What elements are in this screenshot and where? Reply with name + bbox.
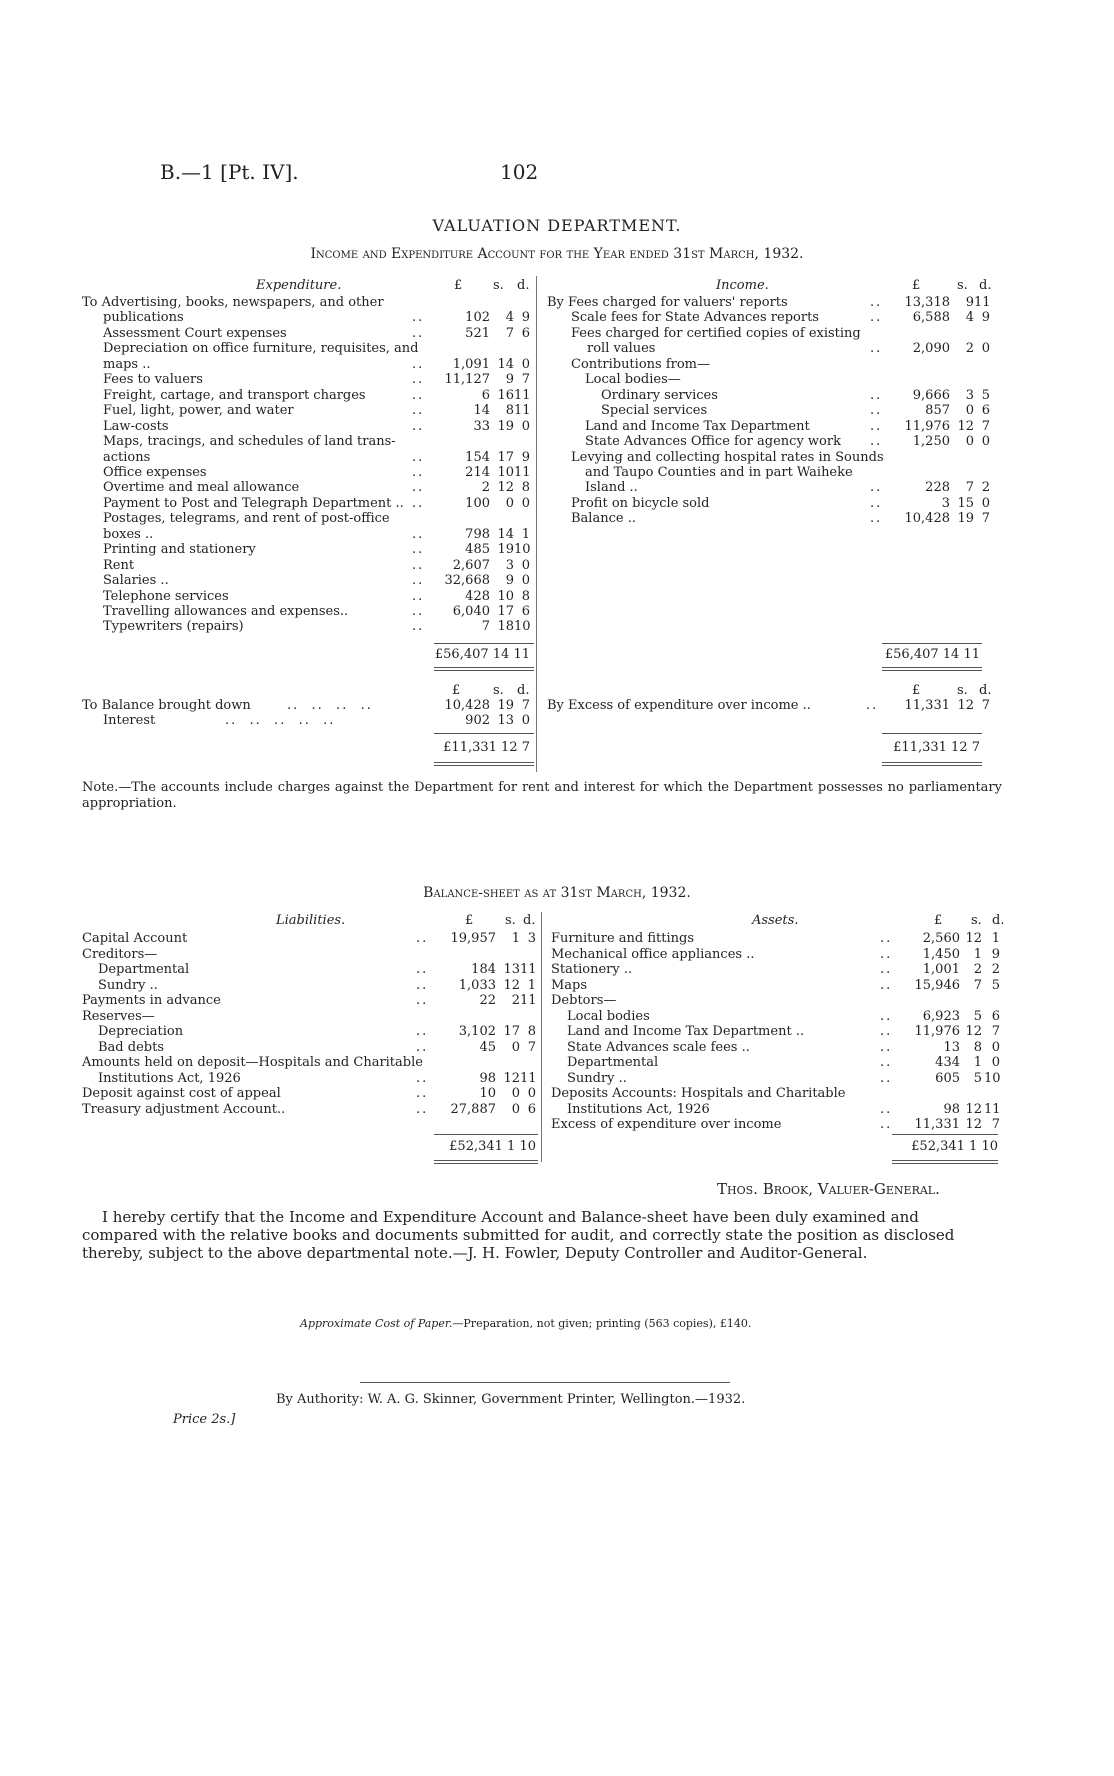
balance-brought-down-pounds: 10,428 xyxy=(444,698,490,713)
expenditure-item-pence: 0 xyxy=(521,495,530,511)
liability-item-shillings: 2 xyxy=(511,993,520,1008)
asset-item-pence: 1 xyxy=(991,931,1000,946)
asset-item-pounds: 434 xyxy=(935,1055,960,1070)
asset-item-pounds: 2,560 xyxy=(922,931,960,946)
asset-item-label: Furniture and fittings xyxy=(551,931,694,946)
lsd-pound-left: £ xyxy=(454,278,463,293)
income-item-label: Levying and collecting hospital rates in Sounds xyxy=(571,449,884,465)
bs-lsd-pound-left: £ xyxy=(465,913,474,928)
liability-item-label: Amounts held on deposit—Hospitals and Charitable xyxy=(82,1055,423,1070)
income-item-label: Land and Income Tax Department xyxy=(585,418,810,434)
income-item-shillings: 15 xyxy=(957,495,974,511)
liability-item-label: Depreciation xyxy=(98,1024,184,1039)
expenditure-total: £56,407 14 11 xyxy=(434,647,530,662)
income-total: £56,407 14 11 xyxy=(884,647,980,662)
expenditure-item-shillings: 9 xyxy=(505,573,514,589)
certificate-line-2: compared with the relative books and documents submitted for audit, and correctly state the position as disclosed xyxy=(82,1226,955,1244)
second-left-total: £11,331 12 7 xyxy=(443,740,530,755)
income-item-pounds: 3 xyxy=(941,495,950,511)
income-item-pounds: 13,318 xyxy=(904,295,950,310)
expenditure-item-label: Postages, telegrams, and rent of post-office xyxy=(103,511,390,527)
excess-expenditure-shillings: 12 xyxy=(957,698,974,713)
expenditure-item-label: Printing and stationery xyxy=(103,542,256,558)
liability-item-pounds: 98 xyxy=(479,1070,496,1086)
income-item-shillings: 3 xyxy=(965,387,974,403)
expenditure-item-shillings: 19 xyxy=(497,542,514,558)
lsd-pound-right-2: £ xyxy=(912,683,921,698)
asset-item-pence: 10 xyxy=(984,1070,1001,1086)
audit-certificate xyxy=(82,1208,1022,1262)
expenditure-item-pence: 0 xyxy=(521,573,530,589)
liability-item-pence: 0 xyxy=(527,1086,536,1101)
asset-item-pence: 7 xyxy=(991,1117,1000,1132)
page-number: 102 xyxy=(500,160,539,184)
asset-item-pence: 7 xyxy=(991,1024,1000,1039)
balance-brought-down-shillings: 19 xyxy=(497,698,514,713)
expenditure-item-pence: 8 xyxy=(521,588,530,604)
income-item-pounds: 11,976 xyxy=(904,418,950,434)
liability-item-pounds: 27,887 xyxy=(450,1101,496,1117)
income-item-shillings: 4 xyxy=(965,310,974,326)
expenditure-item-label: Typewriters (repairs) xyxy=(103,619,244,635)
liability-item-pence: 11 xyxy=(520,993,537,1008)
lsd-shilling-left: s. xyxy=(493,278,504,293)
asset-item-pounds: 605 xyxy=(935,1070,960,1086)
liabilities-heading: Liabilities. xyxy=(276,913,346,928)
expenditure-item-shillings: 14 xyxy=(497,526,514,542)
lsd-shilling-right: s. xyxy=(957,278,968,293)
asset-item-pence: 0 xyxy=(991,1055,1000,1070)
liability-item-label: Treasury adjustment Account.. xyxy=(82,1101,286,1117)
expenditure-item-label: Rent xyxy=(103,557,135,573)
expenditure-item-pounds: 2,607 xyxy=(452,557,490,573)
expenditure-item-label: Overtime and meal allowance xyxy=(103,480,300,496)
income-item-label: Island .. xyxy=(585,480,638,496)
asset-item-label: Excess of expenditure over income xyxy=(551,1117,782,1132)
expenditure-item-shillings: 3 xyxy=(505,557,514,573)
asset-item-shillings: 1 xyxy=(973,1055,982,1070)
expenditure-item-pence: 6 xyxy=(521,325,530,341)
expenditure-item-pounds: 428 xyxy=(465,588,490,604)
liability-item-shillings: 0 xyxy=(511,1039,520,1055)
asset-item-label: Stationery .. xyxy=(551,962,633,977)
asset-item-label: Mechanical office appliances .. xyxy=(551,946,755,962)
income-item-label: Scale fees for State Advances reports xyxy=(571,310,819,326)
income-item-label: Fees charged for certified copies of existing xyxy=(571,325,861,341)
asset-item-pounds: 1,001 xyxy=(922,962,960,977)
asset-item-label: Debtors— xyxy=(551,993,617,1008)
expenditure-item-pounds: 6 xyxy=(481,387,490,403)
excess-expenditure-pounds: 11,331 xyxy=(904,698,950,713)
income-item-label: Balance .. xyxy=(571,511,636,527)
balance-sheet-title: Balance-sheet as at 31st March, 1932. xyxy=(423,885,691,901)
cost-label: Approximate Cost of Paper. xyxy=(300,1317,453,1330)
asset-item-shillings: 7 xyxy=(973,977,982,993)
expenditure-item-pounds: 2 xyxy=(481,480,490,496)
income-item-pence: 7 xyxy=(981,511,990,527)
income-item-shillings: 9 xyxy=(965,295,974,310)
asset-item-pounds: 11,976 xyxy=(914,1024,960,1039)
expenditure-item-shillings: 12 xyxy=(497,480,514,496)
expenditure-item-pounds: 32,668 xyxy=(444,573,490,589)
expenditure-item-label: Freight, cartage, and transport charges xyxy=(103,387,366,403)
expenditure-item-pence: 0 xyxy=(521,356,530,372)
interest-label: Interest xyxy=(103,713,156,728)
income-item-shillings: 2 xyxy=(965,341,974,357)
bs-lsd-pence-left: d. xyxy=(523,913,536,928)
liability-item-pounds: 22 xyxy=(479,993,496,1008)
liability-item-shillings: 0 xyxy=(511,1086,520,1101)
expenditure-item-label: Assessment Court expenses xyxy=(103,325,287,341)
income-item-pence: 2 xyxy=(981,480,990,496)
asset-item-shillings: 8 xyxy=(973,1039,982,1055)
assets-heading: Assets. xyxy=(752,913,799,928)
income-item-pounds: 857 xyxy=(925,403,950,419)
income-item-pounds: 228 xyxy=(925,480,950,496)
income-item-label: Profit on bicycle sold xyxy=(571,495,710,511)
expenditure-item-shillings: 10 xyxy=(497,588,514,604)
expenditure-item-label: To Advertising, books, newspapers, and other xyxy=(82,295,384,310)
expenditure-item-shillings: 9 xyxy=(505,372,514,388)
price: Price 2s.] xyxy=(173,1412,236,1427)
expenditure-item-label: Maps, tracings, and schedules of land trans- xyxy=(103,434,396,450)
page-reference: B.—1 [Pt. IV]. xyxy=(160,160,299,184)
liability-item-shillings: 1 xyxy=(511,931,520,946)
cost-text: —Preparation, not given; printing (563 copies), £140. xyxy=(452,1317,752,1330)
second-right-total: £11,331 12 7 xyxy=(893,740,980,755)
liability-item-pounds: 1,033 xyxy=(458,977,496,993)
certificate-line-3: thereby, subject to the above departmental note.—J. H. Fowler, Deputy Controller and Auditor-General. xyxy=(82,1244,868,1262)
signature-valuer-general: Thos. Brook, Valuer-General. xyxy=(717,1180,940,1198)
income-item-pence: 0 xyxy=(981,341,990,357)
asset-item-shillings: 12 xyxy=(965,1024,982,1039)
expenditure-item-pounds: 7 xyxy=(481,619,490,635)
asset-item-shillings: 12 xyxy=(965,1117,982,1132)
liability-item-label: Bad debts xyxy=(98,1039,164,1055)
expenditure-item-label: Fuel, light, power, and water xyxy=(103,403,294,419)
expenditure-item-shillings: 19 xyxy=(497,418,514,434)
expenditure-item-shillings: 14 xyxy=(497,356,514,372)
bs-lsd-shilling-right: s. xyxy=(971,913,982,928)
bs-lsd-pound-right: £ xyxy=(934,913,943,928)
income-item-shillings: 7 xyxy=(965,480,974,496)
asset-item-pounds: 11,331 xyxy=(914,1117,960,1132)
expenditure-item-label: Payment to Post and Telegraph Department .. xyxy=(103,495,404,511)
liability-item-shillings: 17 xyxy=(503,1024,520,1039)
asset-item-pence: 6 xyxy=(991,1008,1000,1024)
expenditure-item-pounds: 798 xyxy=(465,526,490,542)
income-item-shillings: 12 xyxy=(957,418,974,434)
liability-item-label: Payments in advance xyxy=(82,993,221,1008)
expenditure-item-shillings: 8 xyxy=(505,403,514,419)
balance-brought-down-pence: 7 xyxy=(521,698,530,713)
lsd-shilling-right-2: s. xyxy=(957,683,968,698)
expenditure-item-label: Depreciation on office furniture, requisites, and xyxy=(103,341,419,357)
expenditure-item-pounds: 154 xyxy=(465,449,490,465)
lsd-pence-right-2: d. xyxy=(979,683,992,698)
lsd-pence-right: d. xyxy=(979,278,992,293)
liability-item-pounds: 3,102 xyxy=(458,1024,496,1039)
liability-item-pence: 8 xyxy=(527,1024,536,1039)
asset-item-pence: 2 xyxy=(991,962,1000,977)
certificate-line-1: I hereby certify that the Income and Expenditure Account and Balance-sheet have been duly examined and xyxy=(102,1208,919,1226)
asset-item-pence: 5 xyxy=(991,977,1000,993)
income-item-label: Local bodies— xyxy=(585,372,681,388)
asset-item-label: Deposits Accounts: Hospitals and Charitable xyxy=(551,1086,846,1101)
asset-item-label: Institutions Act, 1926 xyxy=(567,1101,710,1117)
expenditure-item-pounds: 6,040 xyxy=(452,604,490,619)
expenditure-item-pence: 7 xyxy=(521,372,530,388)
expenditure-item-shillings: 16 xyxy=(497,387,514,403)
excess-expenditure-pence: 7 xyxy=(981,698,990,713)
income-item-shillings: 0 xyxy=(965,434,974,450)
liability-item-label: Sundry .. xyxy=(98,977,158,993)
asset-item-pounds: 1,450 xyxy=(922,946,960,962)
income-item-pence: 9 xyxy=(981,310,990,326)
income-item-pence: 5 xyxy=(981,387,990,403)
income-item-pounds: 2,090 xyxy=(912,341,950,357)
expenditure-item-label: boxes .. xyxy=(103,526,154,542)
income-item-pounds: 10,428 xyxy=(904,511,950,527)
expenditure-item-pence: 11 xyxy=(514,387,531,403)
liability-item-pounds: 10 xyxy=(479,1086,496,1101)
liability-item-label: Deposit against cost of appeal xyxy=(82,1086,281,1101)
expenditure-item-pence: 9 xyxy=(521,310,530,326)
expenditure-item-shillings: 10 xyxy=(497,464,514,480)
expenditure-heading: Expenditure. xyxy=(256,278,342,293)
asset-item-pence: 11 xyxy=(984,1101,1001,1117)
lsd-shilling-left-2: s. xyxy=(493,683,504,698)
expenditure-item-label: Office expenses xyxy=(103,464,207,480)
expenditure-item-pounds: 100 xyxy=(465,495,490,511)
liability-item-shillings: 13 xyxy=(503,962,520,977)
income-item-pounds: 9,666 xyxy=(912,387,950,403)
asset-item-shillings: 12 xyxy=(965,931,982,946)
income-item-label: Contributions from— xyxy=(571,356,711,372)
bs-lsd-pence-right: d. xyxy=(992,913,1005,928)
asset-item-shillings: 5 xyxy=(973,1008,982,1024)
expenditure-item-pence: 0 xyxy=(521,418,530,434)
expenditure-item-pence: 0 xyxy=(521,557,530,573)
liability-item-shillings: 12 xyxy=(503,1070,520,1086)
asset-item-pounds: 13 xyxy=(943,1039,960,1055)
expenditure-item-pence: 6 xyxy=(521,604,530,619)
printer-authority: By Authority: W. A. G. Skinner, Government Printer, Wellington.—1932. xyxy=(276,1392,746,1407)
expenditure-item-pence: 11 xyxy=(514,464,531,480)
income-item-label: Special services xyxy=(601,403,708,419)
asset-item-label: Departmental xyxy=(567,1055,659,1070)
interest-pence: 0 xyxy=(521,713,530,728)
lsd-pound-right: £ xyxy=(912,278,921,293)
income-item-pence: 0 xyxy=(981,495,990,511)
page-title: VALUATION DEPARTMENT. xyxy=(432,216,682,235)
liability-item-pounds: 45 xyxy=(479,1039,496,1055)
income-item-pounds: 1,250 xyxy=(912,434,950,450)
liability-item-label: Capital Account xyxy=(82,931,188,946)
account-title: Income and Expenditure Account for the Year ended 31st March, 1932. xyxy=(310,246,804,262)
asset-item-pence: 0 xyxy=(991,1039,1000,1055)
expenditure-item-pence: 11 xyxy=(514,403,531,419)
liability-item-pence: 1 xyxy=(527,977,536,993)
excess-expenditure-label: By Excess of expenditure over income .. xyxy=(547,698,811,713)
expenditure-item-label: maps .. xyxy=(103,356,151,372)
asset-item-shillings: 5 xyxy=(973,1070,982,1086)
asset-item-label: Land and Income Tax Department .. xyxy=(567,1024,805,1039)
expenditure-item-shillings: 17 xyxy=(497,449,514,465)
expenditure-item-shillings: 0 xyxy=(505,495,514,511)
lsd-pence-left: d. xyxy=(517,278,530,293)
income-item-label: State Advances Office for agency work xyxy=(585,434,841,450)
income-item-pence: 11 xyxy=(974,295,991,310)
bs-lsd-shilling-left: s. xyxy=(505,913,516,928)
expenditure-item-pence: 10 xyxy=(514,619,531,635)
asset-item-label: State Advances scale fees .. xyxy=(567,1039,750,1055)
expenditure-item-shillings: 7 xyxy=(505,325,514,341)
liability-item-pence: 3 xyxy=(527,931,536,946)
income-item-pence: 7 xyxy=(981,418,990,434)
income-item-pence: 6 xyxy=(981,403,990,419)
asset-item-pence: 9 xyxy=(991,946,1000,962)
expenditure-item-shillings: 17 xyxy=(497,604,514,619)
income-item-label: and Taupo Counties and in part Waiheke xyxy=(585,464,853,480)
expenditure-item-pounds: 11,127 xyxy=(444,372,490,388)
expenditure-item-label: Salaries .. xyxy=(103,573,169,589)
liability-item-label: Reserves— xyxy=(82,1008,155,1024)
assets-total: £52,341 1 10 xyxy=(911,1139,998,1154)
income-item-shillings: 0 xyxy=(965,403,974,419)
expenditure-item-pounds: 1,091 xyxy=(452,356,490,372)
liability-item-pounds: 184 xyxy=(471,962,496,977)
liability-item-pence: 11 xyxy=(520,962,537,977)
income-item-label: roll values xyxy=(587,341,656,357)
asset-item-shillings: 1 xyxy=(973,946,982,962)
expenditure-item-label: Fees to valuers xyxy=(103,372,203,388)
liability-item-shillings: 0 xyxy=(511,1101,520,1117)
expenditure-item-shillings: 18 xyxy=(497,619,514,635)
expenditure-item-pounds: 14 xyxy=(473,403,490,419)
balance-brought-down-label: To Balance brought down xyxy=(82,698,251,713)
asset-item-label: Local bodies xyxy=(567,1008,650,1024)
interest-pounds: 902 xyxy=(465,713,490,728)
liabilities-total: £52,341 1 10 xyxy=(449,1139,536,1154)
liability-item-pounds: 19,957 xyxy=(450,931,496,946)
liability-item-label: Institutions Act, 1926 xyxy=(98,1070,241,1086)
expenditure-item-pounds: 102 xyxy=(465,310,490,326)
income-item-label: By Fees charged for valuers' reports xyxy=(547,295,788,310)
liability-item-label: Creditors— xyxy=(82,946,158,962)
asset-item-shillings: 2 xyxy=(973,962,982,977)
expenditure-item-pounds: 521 xyxy=(465,325,490,341)
asset-item-pounds: 6,923 xyxy=(922,1008,960,1024)
income-heading: Income. xyxy=(716,278,769,293)
liability-item-label: Departmental xyxy=(98,962,190,977)
income-item-pounds: 6,588 xyxy=(912,310,950,326)
accounts-note: Note.—The accounts include charges against the Department for rent and interest for which the Department possesses no parliamentary appropriation. xyxy=(82,780,1002,811)
interest-shillings: 13 xyxy=(497,713,514,728)
liability-item-pence: 6 xyxy=(527,1101,536,1117)
liability-item-pence: 11 xyxy=(520,1070,537,1086)
expenditure-item-label: Telephone services xyxy=(103,588,229,604)
cost-of-paper xyxy=(300,1317,751,1330)
lsd-pound-left-2: £ xyxy=(452,683,461,698)
expenditure-item-pence: 1 xyxy=(521,526,530,542)
expenditure-item-label: actions xyxy=(103,449,151,465)
asset-item-label: Sundry .. xyxy=(567,1070,627,1086)
expenditure-item-pence: 8 xyxy=(521,480,530,496)
liability-item-shillings: 12 xyxy=(503,977,520,993)
expenditure-item-label: publications xyxy=(103,310,184,326)
expenditure-item-pence: 10 xyxy=(514,542,531,558)
income-item-pence: 0 xyxy=(981,434,990,450)
expenditure-item-pounds: 33 xyxy=(473,418,490,434)
lsd-pence-left-2: d. xyxy=(517,683,530,698)
expenditure-item-shillings: 4 xyxy=(505,310,514,326)
asset-item-label: Maps xyxy=(551,977,588,993)
asset-item-shillings: 12 xyxy=(965,1101,982,1117)
liability-item-pence: 7 xyxy=(527,1039,536,1055)
expenditure-item-pounds: 214 xyxy=(465,464,490,480)
asset-item-pounds: 98 xyxy=(943,1101,960,1117)
expenditure-item-label: Law-costs xyxy=(103,418,169,434)
expenditure-item-pence: 9 xyxy=(521,449,530,465)
expenditure-item-pounds: 485 xyxy=(465,542,490,558)
income-item-label: Ordinary services xyxy=(601,387,718,403)
expenditure-item-label: Travelling allowances and expenses.. xyxy=(103,604,349,619)
income-item-shillings: 19 xyxy=(957,511,974,527)
asset-item-pounds: 15,946 xyxy=(914,977,960,993)
